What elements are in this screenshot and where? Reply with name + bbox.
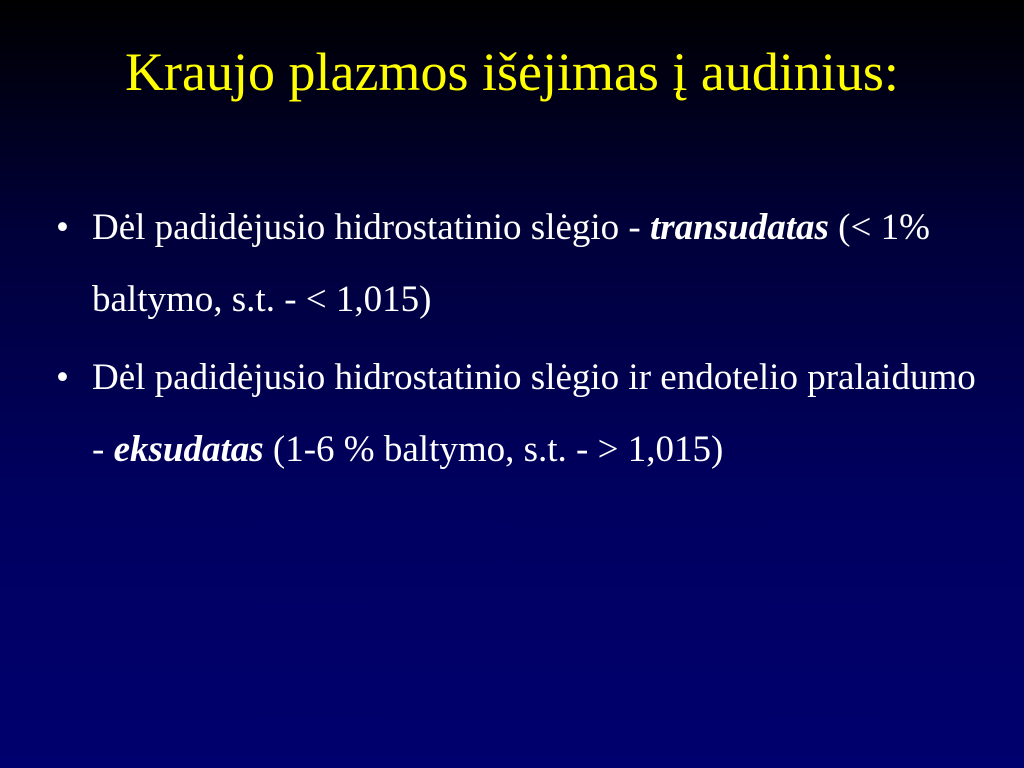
bullet-marker: •: [56, 207, 69, 248]
bullet-item-transudatas: [56, 192, 976, 336]
bullet-details: (< 1% baltymo, s.t. - < 1,015): [92, 207, 930, 320]
bullet-term: transudatas: [650, 207, 829, 248]
bullet-list: [56, 192, 976, 492]
bullet-details: (1-6 % baltymo, s.t. - > 1,015): [263, 429, 724, 470]
bullet-marker: •: [56, 357, 69, 398]
slide-title: Kraujo plazmos išėjimas į audinius:: [125, 42, 899, 102]
bullet-item-eksudatas: [56, 342, 976, 486]
bullet-term: eksudatas: [113, 429, 264, 470]
bullet-text: Dėl padidėjusio hidrostatinio slėgio ir endotelio pralaidumo -: [92, 357, 976, 470]
bullet-text: Dėl padidėjusio hidrostatinio slėgio -: [92, 207, 650, 248]
